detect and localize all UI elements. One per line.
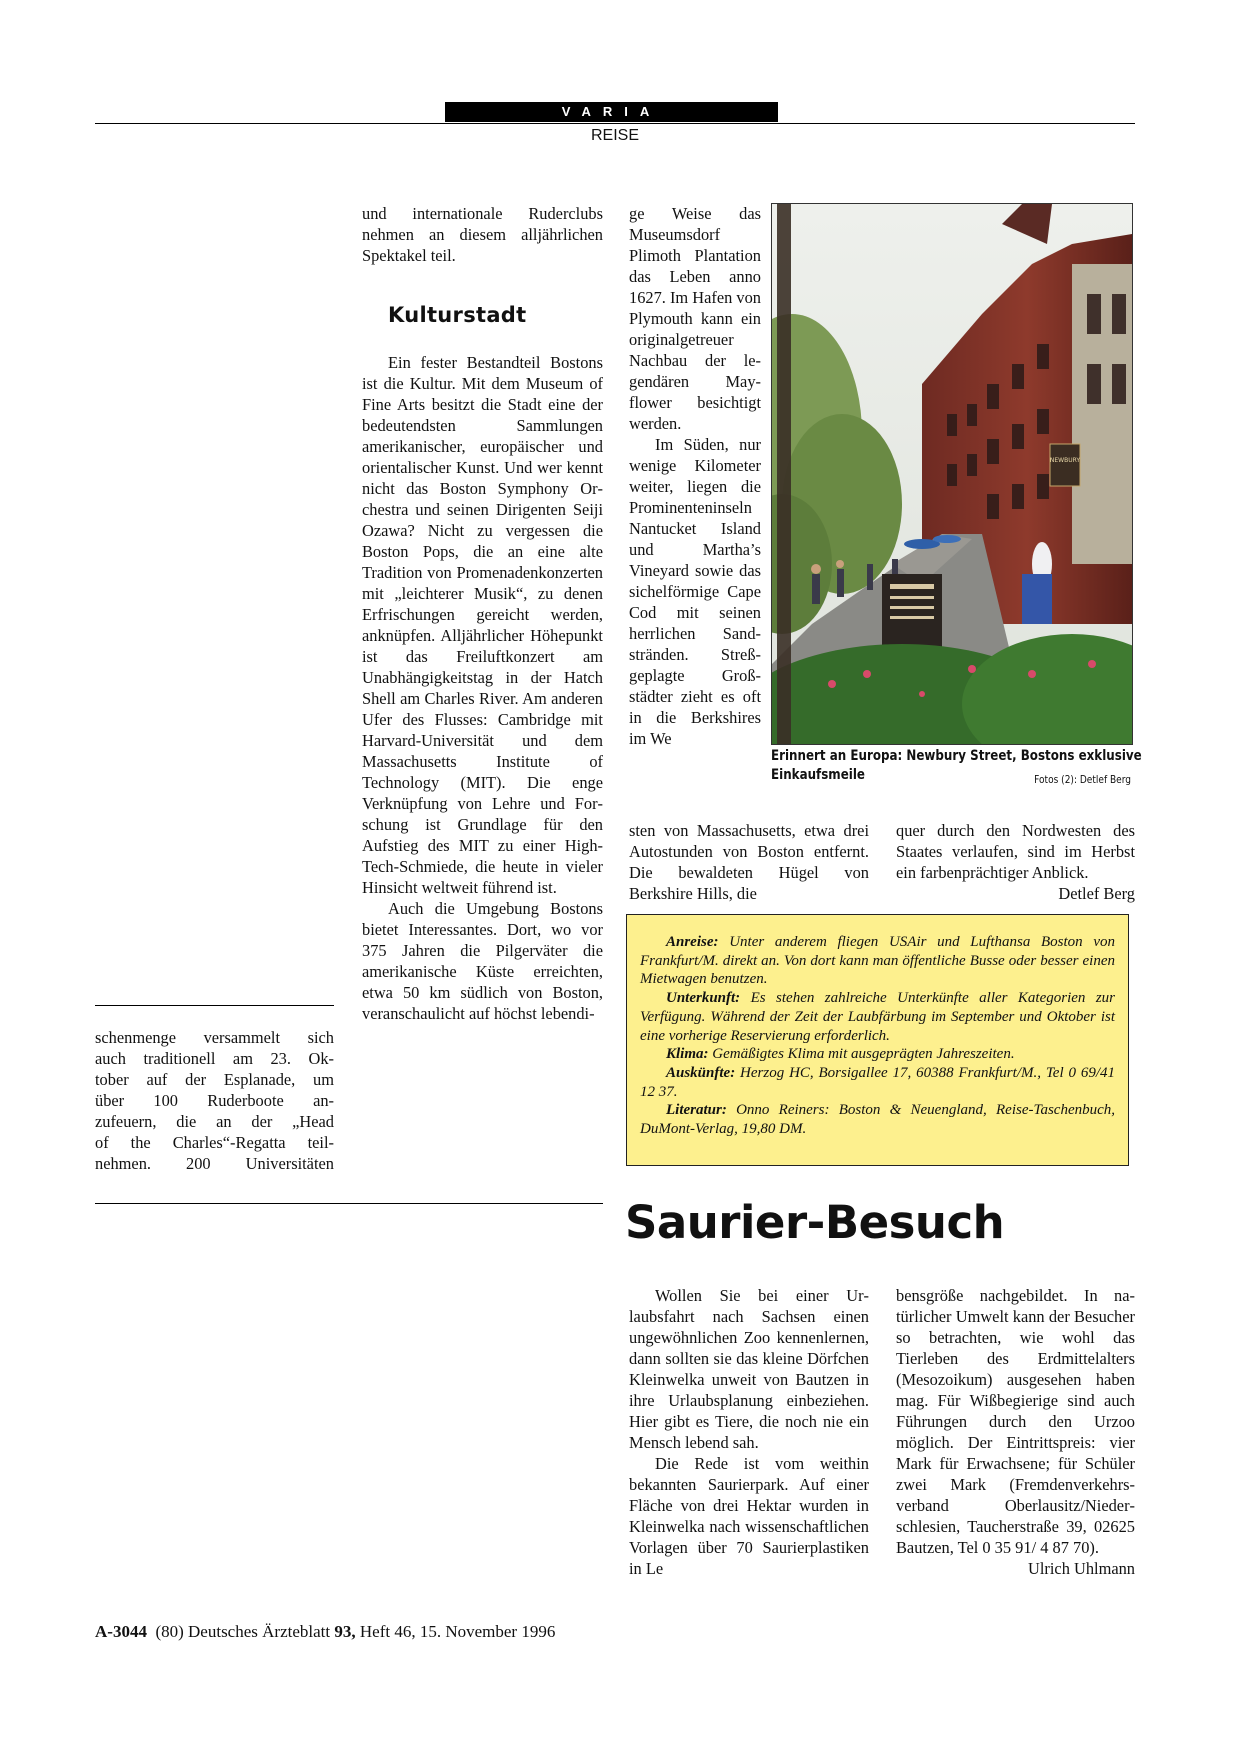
info-item: [640, 933, 1115, 989]
info-label: Literatur:: [666, 1102, 727, 1119]
saurier-paragraph: Wollen Sie bei einer Urlaubsfahrt nach Sachsen einen ungewöhnlichen Zoo kennenlernen, dann sollten sie das kleine Dörfchen Kleinwelka unweit von Bautzen in ihre Urlaubsplanung einbeziehen. Hier gibt es Tiere, die noch nie ein Mensch lebend sah.: [629, 1286, 869, 1452]
saurier-paragraph: [896, 1285, 1135, 1578]
subsection-label: REISE: [590, 127, 639, 144]
saurier-text: bensgröße nachgebildet. In natürlicher Umwelt kann der Besucher so betrachten, wie wohl das Tierleben des Erdmittelalters (Mesozoikum) ausgesehen haben mag. Für Wißbegierige sind auch Führungen durch den Urzoo möglich. Der Eintrittspreis: vier Mark für Erwachsene; für Schüler zwei Mark (Fremdenverkehrsverband Oberlausitz/Niederschlesien, Taucherstraße 39, 02625 Bautzen, Tel 0 35 91/ 4 87 70).: [896, 1286, 1135, 1557]
col4-paragraph: [896, 820, 1135, 903]
author: Detlef Berg: [1058, 884, 1135, 903]
col1-top-rule: [95, 1005, 334, 1006]
caption-line-1: Erinnert an Europa: Newbury Street, Bostons exklusive: [771, 748, 1142, 764]
article-headline: Saurier-Besuch: [625, 1196, 1005, 1249]
col2-paragraph: Ein fester Bestandteil Bostons ist die Kultur. Mit dem Museum of Fine Arts besitzt die Stadt eine der bedeutendsten Sammlungen amerikanischer, europäischer und orientalischer Kunst. Und wer kennt nicht das Boston Symphony Orchestra und seinen Dirigenten Seiji Ozawa? Nicht zu vergessen die Boston Pops, die an eine alte Tradition von Promenadenkonzerten mit „leichterer Musik“, zu denen Erfrischungen gereicht werden, anknüpfen. Alljährlicher Höhepunkt ist das Freiluftkonzert am Unabhängigkeitstag in der Hatch Shell am Charles River. Am anderen Ufer des Flusses: Cambridge mit Harvard-Universität und dem Massachusetts Institute of Technology (MIT). Die enge Verknüpfung von Lehre und Forschung ist Grundlage für den Aufstieg des MIT zu einer High-Tech-Schmiede, die heute in vieler Hinsicht weltweit führend ist.: [362, 353, 603, 897]
column-4: [896, 820, 1135, 904]
saurier-column-1: [629, 1285, 869, 1579]
page-footer: [95, 1622, 555, 1642]
col1-line: nehmen. 200 Universitäten: [95, 1154, 334, 1173]
column-2: [362, 352, 603, 1024]
col4-text: quer durch den Nordwesten des Staates verlaufen, sind im Herbst ein farbenprächtiger Anblick.: [896, 821, 1135, 882]
col1-line: of the Charles“-Regatta teil-: [95, 1133, 334, 1152]
col2-paragraph: Auch die Umgebung Bostons bietet Interessantes. Dort, wo vor 375 Jahren die Pilgerväter die amerikanische Küste erreichten, etwa 50 km südlich von Boston, veranschaulicht auf höchst lebendi-: [362, 899, 603, 1023]
sign-text: NEWBURY: [1049, 457, 1081, 464]
section-label: VARIA: [445, 102, 778, 122]
author: Ulrich Uhlmann: [1028, 1559, 1135, 1578]
col1-line: schenmenge versammelt sich: [95, 1028, 334, 1047]
issue-date: Heft 46, 15. November 1996: [359, 1622, 556, 1641]
page-code: A-3044: [95, 1622, 147, 1641]
col3-paragraph: sten von Massachusetts, etwa drei Autostunden von Boston entfernt. Die bewaldeten Hügel von Berkshire Hills, die: [629, 821, 869, 903]
info-text: Gemäßigtes Klima mit ausgeprägten Jahreszeiten.: [712, 1046, 1015, 1063]
column-1: [95, 1027, 334, 1174]
col2-intro: und internationale Ruderclubs nehmen an diesem alljährlichen Spektakel teil.: [362, 204, 603, 265]
info-label: Klima:: [666, 1046, 709, 1063]
subhead-kulturstadt: Kulturstadt: [388, 303, 527, 327]
col3-paragraph: ge Weise das Museumsdorf Plimoth Plantation das Leben anno 1627. Im Hafen von Plymouth kann ein originalgetreuer Nachbau der legendären Mayflower besichtigt werden.: [629, 204, 762, 433]
info-label: Auskünfte:: [666, 1064, 736, 1081]
journal-name: (80) Deutsches Ärzteblatt: [155, 1622, 331, 1641]
col3-paragraph: Im Süden, nur wenige Kilometer weiter, liegen die Prominenteninseln Nantucket Island und Martha’s Vineyard sowie das sichelförmige Cape Cod mit seinen herrlichen Sandstränden. Streßgeplagte Großstädter zieht es oft in die Berkshires im We: [629, 435, 761, 748]
bottom-left-rule: [95, 1203, 603, 1204]
col1-line: auch traditionell am 23. Ok-: [95, 1049, 334, 1068]
info-item: [640, 1045, 1115, 1064]
newbury-street-image: [772, 204, 1132, 744]
info-text: Herzog HC, Borsigallee 17, 60388 Frankfurt/M., Tel 0 69/41 12 37.: [640, 1064, 1116, 1100]
caption-line-2: Einkaufsmeile: [771, 767, 865, 783]
col1-line: zufeuern, die an der „Head: [95, 1112, 334, 1131]
saurier-column-2: [896, 1285, 1135, 1579]
info-item: [640, 1064, 1115, 1101]
info-label: Unterkunft:: [666, 990, 741, 1007]
info-label: Anreise:: [666, 934, 719, 950]
street-photo: [771, 203, 1133, 745]
volume: 93,: [334, 1622, 356, 1641]
col1-line: über 100 Ruderboote an-: [95, 1091, 334, 1110]
photo-credit: Fotos (2): Detlef Berg: [1034, 773, 1131, 786]
column-3-bottom: [629, 820, 869, 904]
info-item: [640, 989, 1115, 1045]
info-text: Es stehen zahlreiche Unterkünfte aller Kategorien zur Verfügung. Während der Zeit der Laubfärbung im September und Oktober ist eine vorherige Reservierung erforderlich.: [640, 990, 1116, 1044]
info-item: [640, 1101, 1115, 1138]
info-text: Onno Reiners: Boston & Neuengland, Reise-Taschenbuch, DuMont-Verlag, 19,80 DM.: [640, 1102, 1116, 1138]
column-2-intro: [362, 203, 603, 266]
travel-info-box: [626, 914, 1129, 1166]
header-rule: [95, 123, 1135, 124]
col1-line: tober auf der Esplanade, um: [95, 1070, 334, 1089]
column-3: [629, 203, 761, 749]
info-text: Unter anderem fliegen USAir und Lufthansa Boston von Frankfurt/M. direkt an. Von dort kann man öffentliche Busse oder besser einen Mietwagen benutzen.: [640, 934, 1115, 988]
saurier-paragraph: Die Rede ist vom weithin bekannten Saurierpark. Auf einer Fläche von drei Hektar wurden in Kleinwelka nach wissenschaftlichen Vorlagen über 70 Saurierplastiken in Le: [629, 1454, 869, 1578]
